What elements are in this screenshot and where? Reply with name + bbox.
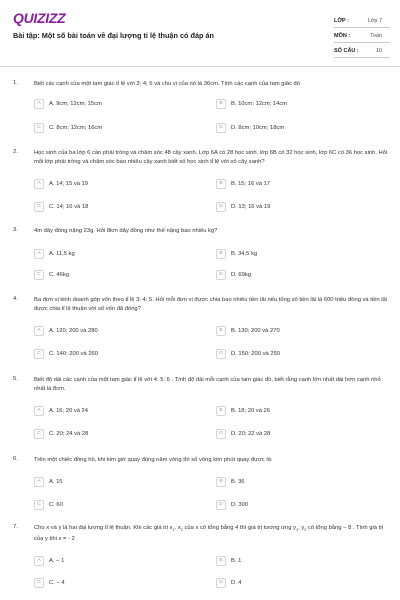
option-letter-box: C bbox=[34, 578, 44, 588]
option-letter-box: A bbox=[34, 326, 44, 336]
question-number: 6. bbox=[13, 456, 18, 462]
option-text: D. 69kg bbox=[231, 271, 251, 278]
option-d[interactable] bbox=[216, 499, 248, 510]
option-a[interactable] bbox=[34, 248, 75, 259]
meta-value: Lớp 7 bbox=[367, 18, 382, 24]
option-text: C. 46kg bbox=[49, 271, 69, 278]
option-text: A. 14; 15 và 19 bbox=[49, 180, 88, 187]
option-letter-box: B bbox=[216, 406, 226, 416]
question-text: 4m dây đồng nặng 23g. Hỏi 8km dây đồng như thế nặng bao nhiêu kg? bbox=[34, 228, 218, 234]
option-text: D. 150; 200 và 250 bbox=[231, 350, 280, 357]
option-d[interactable] bbox=[216, 577, 242, 588]
option-b[interactable] bbox=[216, 476, 245, 487]
subscript: 1 bbox=[172, 528, 175, 533]
meta-key: SỐ CÂU : bbox=[334, 48, 359, 54]
option-letter-box: C bbox=[34, 270, 44, 280]
option-text: A. 120; 200 và 280 bbox=[49, 327, 98, 334]
option-text: B. 34,5 kg bbox=[231, 250, 258, 257]
option-letter-box: A bbox=[34, 556, 44, 566]
option-text: D. 4 bbox=[231, 579, 242, 586]
subscript: 2 bbox=[180, 528, 183, 533]
meta-key: MÔN : bbox=[334, 33, 351, 39]
option-c[interactable] bbox=[34, 201, 88, 212]
question-text bbox=[34, 524, 392, 544]
option-text: B. 10cm; 12cm; 14cm bbox=[231, 100, 288, 107]
option-letter-box: A bbox=[34, 179, 44, 189]
option-c[interactable] bbox=[34, 269, 69, 280]
meta-row-count bbox=[334, 45, 390, 58]
question-number: 7. bbox=[13, 524, 18, 530]
meta-row-subject bbox=[334, 30, 390, 43]
option-a[interactable] bbox=[34, 555, 64, 566]
meta-row-class bbox=[334, 15, 390, 28]
option-c[interactable] bbox=[34, 122, 102, 133]
option-a[interactable] bbox=[34, 98, 102, 109]
meta-value: 10 bbox=[375, 48, 382, 54]
option-text: A. 9cm; 12cm; 15cm bbox=[49, 100, 102, 107]
question-text: Trên một chiếc đồng hồ, khi kim giờ quay đúng năm vòng thì số vòng kim phút quay được là: bbox=[34, 457, 273, 463]
option-letter-box: D bbox=[216, 429, 226, 439]
question-number: 3. bbox=[13, 227, 18, 233]
question-text-part: , y bbox=[298, 525, 305, 531]
option-letter-box: D bbox=[216, 270, 226, 280]
option-text: D. 300 bbox=[231, 501, 249, 508]
meta-value: Toán bbox=[370, 33, 382, 39]
option-text: D. 20; 22 và 28 bbox=[231, 430, 271, 437]
option-c[interactable] bbox=[34, 499, 63, 510]
subscript: 2 bbox=[304, 528, 307, 533]
option-letter-box: D bbox=[216, 123, 226, 133]
option-text: A. 16; 20 và 24 bbox=[49, 407, 88, 414]
option-letter-box: C bbox=[34, 202, 44, 212]
option-d[interactable] bbox=[216, 122, 284, 133]
option-text: C. 8cm; 12cm; 16cm bbox=[49, 124, 103, 131]
option-text: B. 36 bbox=[231, 478, 245, 485]
option-text: C. − 4 bbox=[49, 579, 65, 586]
option-a[interactable] bbox=[34, 476, 63, 487]
option-b[interactable] bbox=[216, 98, 287, 109]
option-letter-box: D bbox=[216, 349, 226, 359]
header-divider bbox=[0, 66, 400, 67]
header bbox=[0, 0, 400, 62]
option-c[interactable] bbox=[34, 428, 88, 439]
option-letter-box: A bbox=[34, 99, 44, 109]
option-text: B. 1 bbox=[231, 557, 242, 564]
option-a[interactable] bbox=[34, 405, 88, 416]
option-letter-box: D bbox=[216, 578, 226, 588]
option-d[interactable] bbox=[216, 269, 251, 280]
option-c[interactable] bbox=[34, 577, 65, 588]
option-letter-box: B bbox=[216, 179, 226, 189]
quizizz-logo: QUIZIZZ bbox=[13, 10, 66, 26]
option-letter-box: C bbox=[34, 500, 44, 510]
option-letter-box: A bbox=[34, 249, 44, 259]
option-letter-box: C bbox=[34, 349, 44, 359]
option-text: B. 15; 16 và 17 bbox=[231, 180, 270, 187]
option-text: C. 14; 16 và 18 bbox=[49, 203, 89, 210]
meta-key: LỚP : bbox=[334, 18, 349, 24]
worksheet-title: Bài tập: Một số bài toán về đại lượng tỉ lệ thuận có đáp án bbox=[13, 31, 215, 40]
question-number: 1. bbox=[13, 80, 18, 86]
option-d[interactable] bbox=[216, 428, 270, 439]
question-text-part: của x có tổng bằng 4 thì giá trị tương ứng y bbox=[182, 525, 296, 531]
meta-info bbox=[334, 15, 390, 60]
question-number: 2. bbox=[13, 149, 18, 155]
option-text: B. 130; 200 và 270 bbox=[231, 327, 280, 334]
option-text: C. 20; 24 và 28 bbox=[49, 430, 89, 437]
option-text: B. 18; 20 và 26 bbox=[231, 407, 270, 414]
question-text: Biết các cạnh của một tam giác tỉ lệ với 3; 4; 5 và chu vi của nó là 36cm. Tính các cạnh của tam giác đó bbox=[34, 81, 300, 87]
option-c[interactable] bbox=[34, 348, 98, 359]
question-text-part: có tổng bằng − 8 . Tính giá trị của y khi x = - 2 bbox=[34, 525, 384, 543]
option-letter-box: B bbox=[216, 477, 226, 487]
option-text: A. − 1 bbox=[49, 557, 65, 564]
option-a[interactable] bbox=[34, 178, 88, 189]
option-text: D. 8cm; 10cm; 18cm bbox=[231, 124, 285, 131]
option-text: C. 60 bbox=[49, 501, 63, 508]
option-text: C. 140; 200 và 260 bbox=[49, 350, 98, 357]
option-d[interactable] bbox=[216, 201, 270, 212]
question-text: Biết độ dài các cạnh của một tam giác tỉ lệ với 4: 5: 6 . Tính độ dài mỗi cạnh của tam giác đó, biết rằng cạnh lớn nhất dài hơn cạnh nhỏ nhất là 8cm. bbox=[34, 377, 381, 392]
option-d[interactable] bbox=[216, 348, 280, 359]
option-b[interactable] bbox=[216, 555, 241, 566]
option-letter-box: B bbox=[216, 326, 226, 336]
option-text: A. 11,5 kg bbox=[49, 250, 75, 257]
option-letter-box: C bbox=[34, 123, 44, 133]
question-text: Ba đơn vị kinh doanh góp vốn theo tỉ lệ 3: 4: 5. Hỏi mỗi đơn vị được chia bao nhiêu tiền lãi nếu tổng số tiền lãi là 600 triệu đồng và tiền lãi được chia tỉ lệ thuận với số vốn đã đóng? bbox=[34, 297, 388, 312]
option-letter-box: B bbox=[216, 249, 226, 259]
subscript: 1 bbox=[295, 528, 299, 533]
option-letter-box: D bbox=[216, 202, 226, 212]
question-text-part: Cho x và y là hai đại lượng tỉ lệ thuận. Khi các giá trị x bbox=[34, 525, 173, 531]
option-letter-box: A bbox=[34, 406, 44, 416]
option-b[interactable] bbox=[216, 248, 257, 259]
option-text: D. 13; 16 và 19 bbox=[231, 203, 271, 210]
option-b[interactable] bbox=[216, 178, 270, 189]
option-letter-box: B bbox=[216, 99, 226, 109]
question-number: 5. bbox=[13, 376, 18, 382]
option-b[interactable] bbox=[216, 325, 280, 336]
option-letter-box: C bbox=[34, 429, 44, 439]
option-letter-box: D bbox=[216, 500, 226, 510]
option-letter-box: A bbox=[34, 477, 44, 487]
option-a[interactable] bbox=[34, 325, 98, 336]
option-b[interactable] bbox=[216, 405, 270, 416]
question-text: Học sinh của ba lớp 6 cần phải trồng và chăm sóc 48 cây xanh. Lớp 6A có 28 học sinh, lớp 6B có 32 học sinh, lớp 6C có 36 học sinh. Hỏi mỗi lớp phải trồng và chăm sóc bao nhiêu cây xanh biết số học sinh tỉ lệ với số cây xanh? bbox=[34, 150, 388, 165]
question-text-part: , x bbox=[174, 525, 181, 531]
option-letter-box: B bbox=[216, 556, 226, 566]
question-number: 4. bbox=[13, 296, 18, 302]
option-text: A. 15 bbox=[49, 478, 63, 485]
